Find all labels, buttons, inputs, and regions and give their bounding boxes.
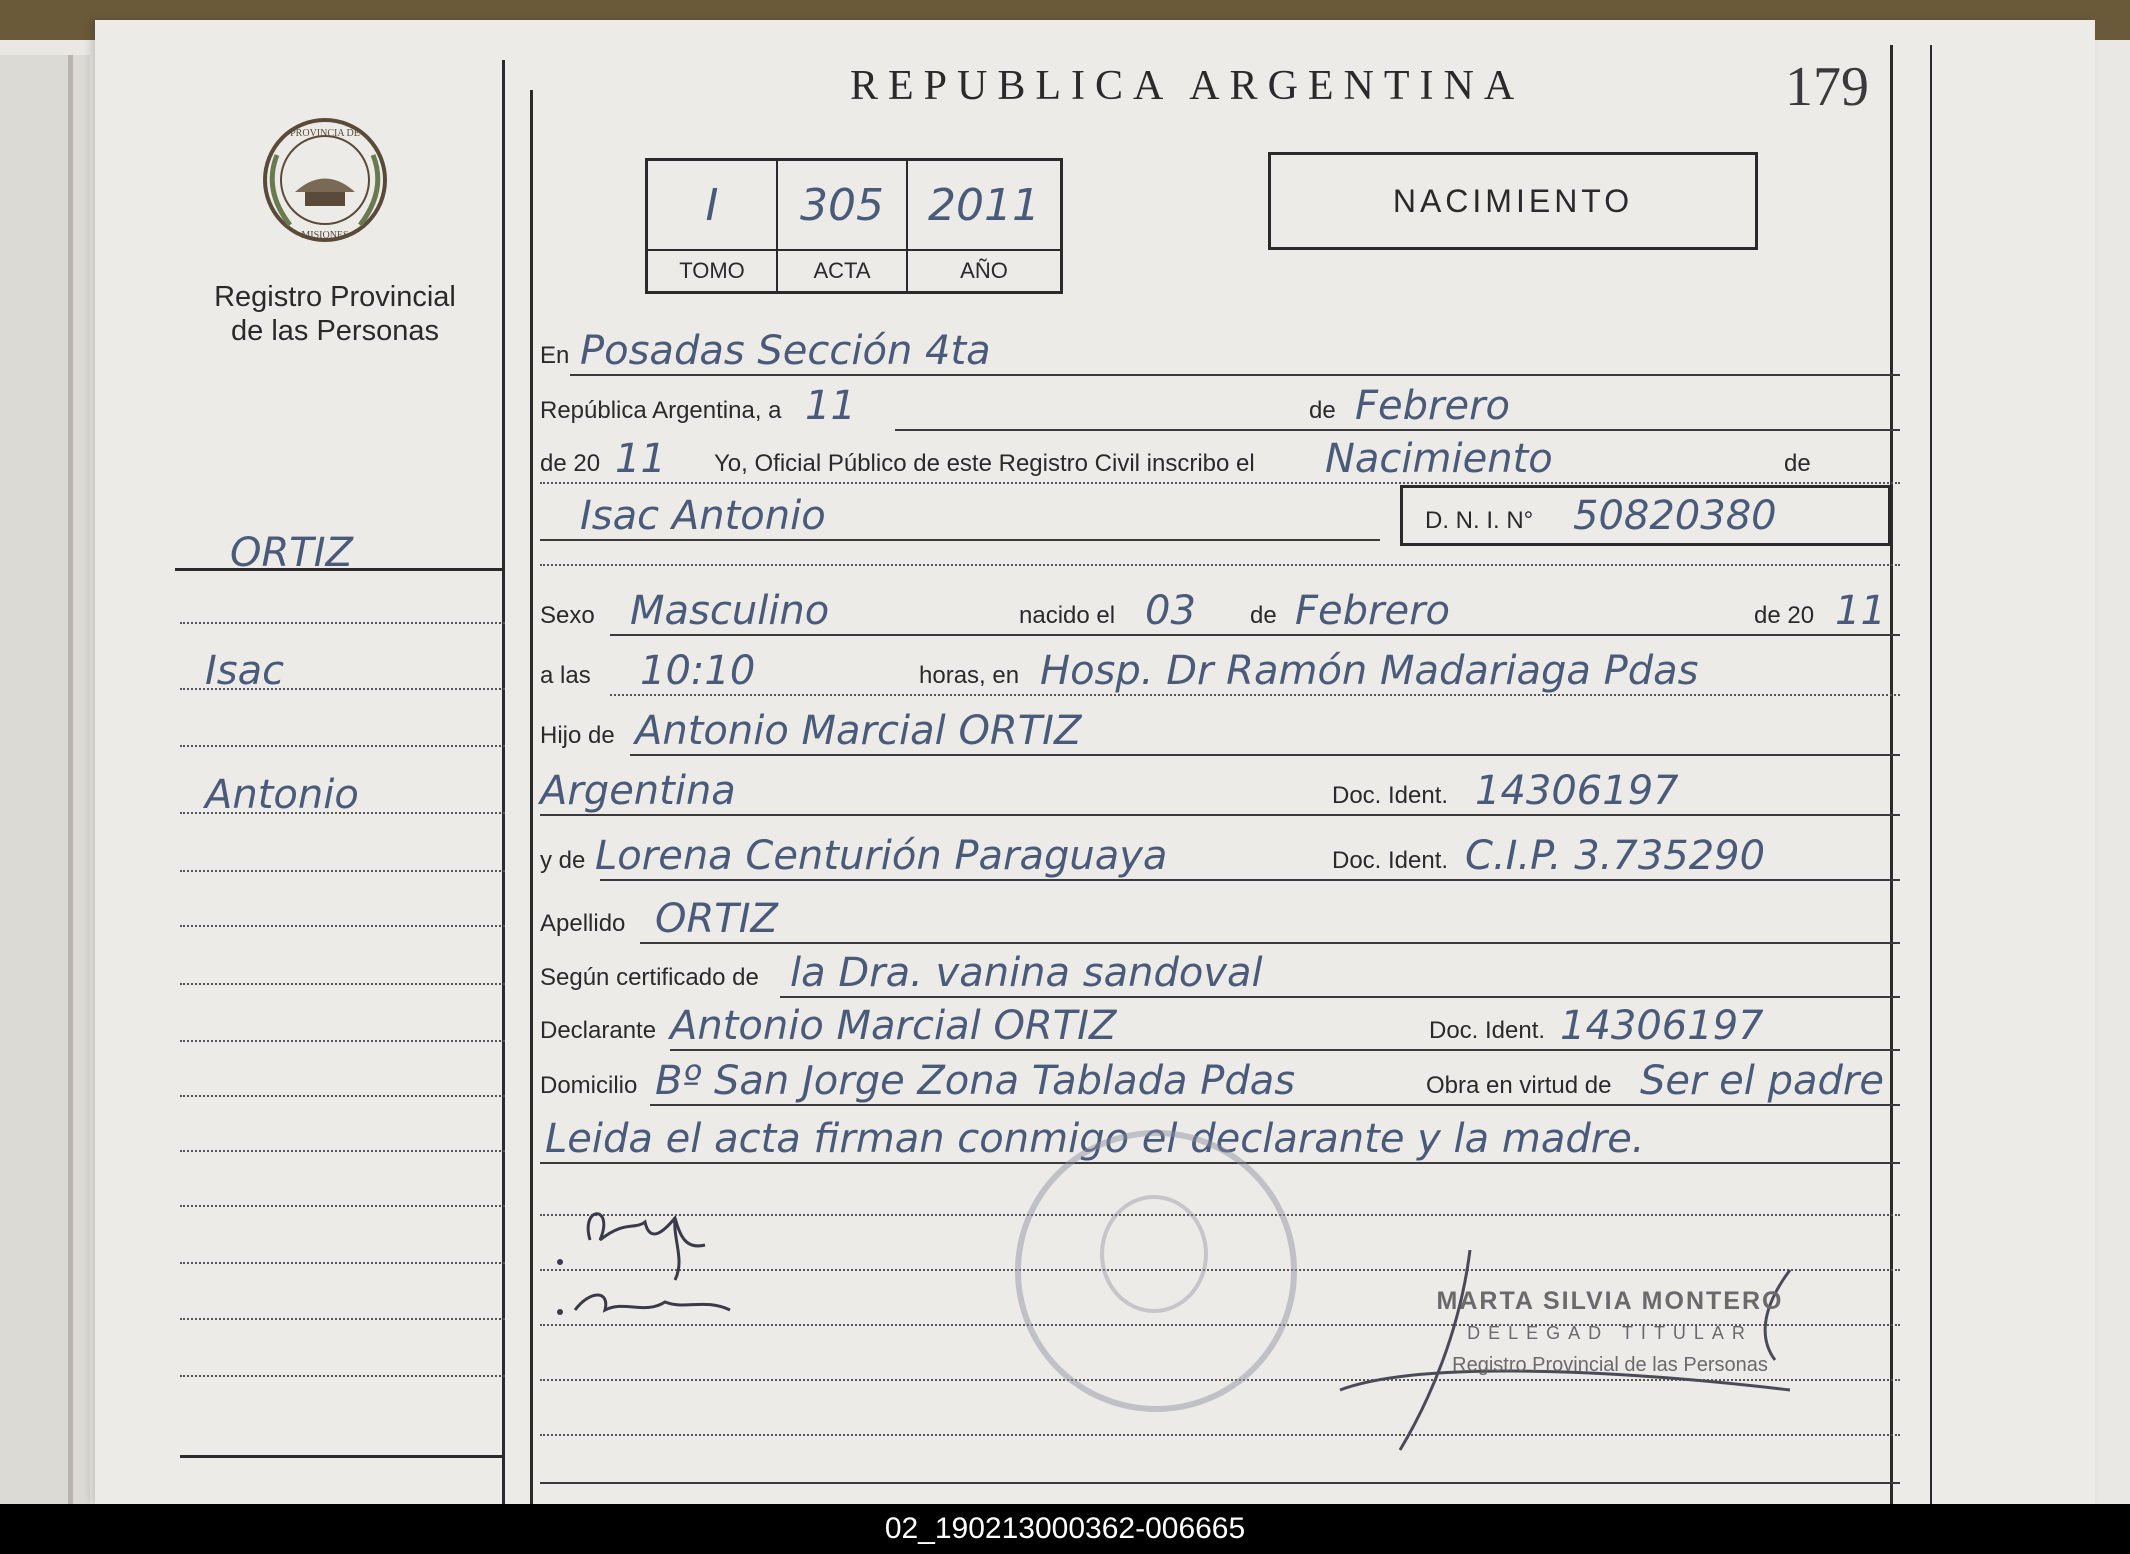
de20-label: de 20: [540, 450, 604, 478]
side-first-name: Isac: [205, 648, 285, 694]
column-divider: [530, 90, 533, 1505]
row-date: [540, 375, 1900, 435]
left-page-edge: [0, 55, 90, 1504]
horas-label: horas, en: [915, 662, 1023, 690]
anio-label: AÑO: [960, 258, 1008, 283]
mother-document: C.I.P. 3.735290: [1465, 833, 1766, 879]
column-divider: [502, 60, 505, 1505]
dni-number: 50820380: [1573, 493, 1777, 539]
side-line: [180, 1095, 505, 1097]
side-line: [180, 688, 505, 690]
side-line: [180, 1375, 505, 1377]
row-father: [540, 700, 1900, 760]
side-line: [180, 1150, 505, 1152]
official-organization: Registro Provincial de las Personas: [1452, 1354, 1768, 1376]
side-line: [180, 745, 505, 747]
obra-value: Ser el padre: [1640, 1058, 1884, 1104]
tomo-value: I: [648, 161, 778, 251]
anio-value: 2011: [908, 161, 1060, 251]
provincial-seal-icon: [255, 110, 395, 250]
yde-label: y de: [540, 847, 586, 874]
birth-time: 10:10: [640, 648, 756, 694]
de-label-2: de: [1780, 450, 1815, 478]
yo-oficial-label: Yo, Oficial Público de este Registro Civil inscribo el: [710, 450, 1259, 478]
handwritten-signatures: [555, 1200, 805, 1320]
row-time-place: [540, 640, 1900, 700]
father-document: 14306197: [1475, 768, 1679, 814]
birth-month: Febrero: [1295, 588, 1450, 634]
side-line: [180, 622, 505, 624]
nacido-label: nacido el: [1015, 602, 1119, 630]
side-line: [175, 568, 505, 571]
official-role: DELEGAD TITULAR: [1467, 1323, 1753, 1343]
registry-name-line1: Registro Provincial: [214, 281, 456, 313]
doc-ident-label-3: Doc. Ident.: [1425, 1017, 1549, 1045]
row-declarant: [540, 995, 1900, 1055]
certificate-doctor: la Dra. vanina sandoval: [790, 950, 1263, 996]
registration-day: 11: [805, 383, 856, 429]
apellido-value: ORTIZ: [655, 896, 778, 942]
page-number: 179: [1785, 56, 1869, 118]
row-sex-birth: [540, 580, 1900, 640]
closing-statement: Leida el acta firman conmigo el declarante y la madre.: [545, 1116, 1645, 1162]
declarant-document: 14306197: [1560, 1003, 1764, 1049]
alas-label: a las: [540, 662, 591, 689]
official-name: MARTA SILVIA MONTERO: [1436, 1287, 1784, 1315]
side-line: [180, 1318, 505, 1320]
image-id-footer: 02_190213000362-006665: [0, 1504, 2130, 1554]
side-middle-name: Antonio: [205, 772, 359, 818]
hospital-stamp-emblem: [1100, 1195, 1208, 1313]
official-signature-block: [1400, 1285, 1820, 1381]
child-full-name: Isac Antonio: [580, 493, 826, 539]
seal-text-top: PROVINCIA DE: [290, 128, 360, 139]
side-line: [180, 1040, 505, 1042]
row-address: [540, 1050, 1900, 1110]
row-spacer: [540, 510, 1900, 570]
dni-label: D. N. I. N°: [1425, 507, 1534, 534]
row-surname: [540, 888, 1900, 948]
apellido-label: Apellido: [540, 910, 626, 937]
father-nationality: Argentina: [540, 768, 736, 814]
side-line: [180, 870, 505, 872]
event-type: Nacimiento: [1325, 436, 1553, 482]
column-divider: [1930, 45, 1932, 1505]
republica-label: República Argentina, a: [540, 397, 782, 424]
domicilio-label: Domicilio: [540, 1072, 638, 1099]
hijo-label: Hijo de: [540, 722, 615, 749]
side-line: [180, 1455, 505, 1458]
birth-year-suffix: 11: [1835, 588, 1886, 634]
mother-name: Lorena Centurión Paraguaya: [595, 833, 1168, 879]
birth-day: 03: [1145, 588, 1196, 634]
document-title: REPUBLICA ARGENTINA: [850, 63, 1525, 109]
registration-month: Febrero: [1355, 383, 1510, 429]
side-surname: ORTIZ: [230, 530, 353, 576]
row-mother: [540, 825, 1900, 885]
certificado-label: Según certificado de: [540, 964, 759, 991]
document-type-box: NACIMIENTO: [1268, 152, 1758, 250]
row-place: [540, 320, 1900, 380]
record-reference-box: [645, 158, 1063, 294]
tomo-label: TOMO: [648, 251, 778, 291]
row-certificate: [540, 942, 1900, 1002]
doc-ident-label-2: Doc. Ident.: [1328, 847, 1452, 875]
binding-line: [68, 55, 73, 1505]
obra-label: Obra en virtud de: [1422, 1072, 1615, 1100]
de-label-3: de: [1246, 602, 1281, 630]
address-value: Bº San Jorge Zona Tablada Pdas: [655, 1058, 1296, 1104]
side-line: [180, 1205, 505, 1207]
row-father-doc: [540, 760, 1900, 820]
side-line: [180, 1262, 505, 1264]
side-line: [180, 983, 505, 985]
de-label: de: [1305, 397, 1340, 425]
registry-name-line2: de las Personas: [231, 315, 439, 347]
declarant-name: Antonio Marcial ORTIZ: [670, 1003, 1117, 1049]
en-label: En: [540, 342, 570, 369]
registration-year-suffix: 11: [615, 436, 666, 482]
acta-value: 305: [778, 161, 908, 251]
declarante-label: Declarante: [540, 1017, 657, 1044]
side-line: [180, 925, 505, 927]
place-of-registration: Posadas Sección 4ta: [580, 328, 991, 374]
acta-label: ACTA: [778, 251, 908, 291]
birth-place: Hosp. Dr Ramón Madariaga Pdas: [1040, 648, 1699, 694]
de201-label: de 20: [1750, 602, 1818, 630]
side-line: [180, 812, 505, 814]
doc-ident-label: Doc. Ident.: [1328, 782, 1452, 810]
row-event: [540, 428, 1900, 488]
father-name: Antonio Marcial ORTIZ: [635, 708, 1082, 754]
sexo-label: Sexo: [540, 602, 595, 629]
sex-value: Masculino: [630, 588, 830, 634]
registry-name: [195, 280, 475, 348]
seal-text-bottom: MISIONES: [301, 230, 349, 241]
